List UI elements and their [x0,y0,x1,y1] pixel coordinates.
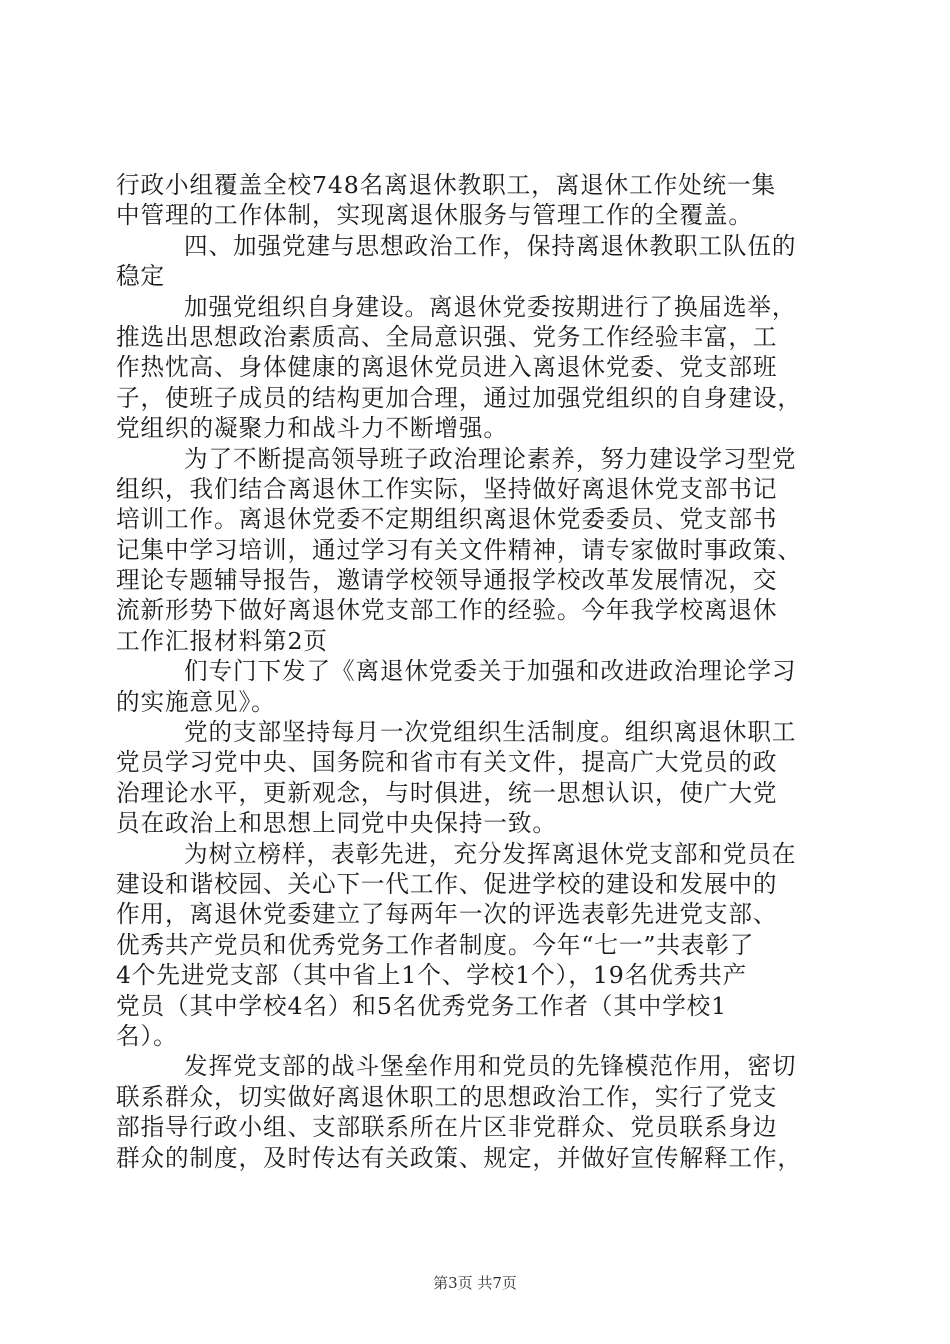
text-line: 工作汇报材料第2页 [116,626,328,655]
text-line: 党员（其中学校4名）和5名优秀党务工作者（其中学校1 [116,991,728,1020]
text-line: 培训工作。离退休党委不定期组织离退休党委委员、党支部书 [116,505,778,534]
text-line: 的实施意见》。 [116,687,276,716]
text-line: 组织，我们结合离退休工作实际，坚持做好离退休党支部书记 [116,474,778,503]
text-line: 为树立榜样，表彰先进，充分发挥离退休党支部和党员在 [184,839,797,868]
text-line: 推选出思想政治素质高、全局意识强、党务工作经验丰富，工 [116,322,778,351]
text-line: 党的支部坚持每月一次党组织生活制度。组织离退休职工 [184,718,797,747]
text-line: 作热忱高、身体健康的离退休党员进入离退休党委、党支部班 [116,353,778,382]
text-line: 行政小组覆盖全校748名离退休教职工，离退休工作处统一集 [116,171,777,199]
page-footer: 第3页 共7页 [433,1274,517,1292]
text-line: 联系群众，切实做好离退休职工的思想政治工作，实行了党支 [116,1082,778,1111]
text-line: 为了不断提高领导班子政治理论素养，努力建设学习型党 [184,444,797,473]
text-line: 建设和谐校园、关心下一代工作、促进学校的建设和发展中的 [116,869,778,898]
text-line: 名）。 [116,1021,178,1050]
text-line: 子，使班子成员的结构更加合理，通过加强党组织的自身建设， [116,383,802,412]
text-line: 党员学习党中央、国务院和省市有关文件，提高广大党员的政 [116,748,778,777]
text-line: 群众的制度，及时传达有关政策、规定，并做好宣传解释工作， [116,1143,802,1172]
text-line: 四、加强党建与思想政治工作，保持离退休教职工队伍的 [184,231,797,260]
text-line: 流新形势下做好离退休党支部工作的经验。今年我学校离退休 [116,596,778,625]
text-line: 治理论水平，更新观念，与时俱进，统一思想认识，使广大党 [116,778,778,807]
text-line: 们专门下发了《离退休党委关于加强和改进政治理论学习 [184,657,797,686]
text-line: 党组织的凝聚力和战斗力不断增强。 [116,414,508,443]
text-line: 优秀共产党员和优秀党务工作者制度。今年“七一”共表彰了 [116,930,755,959]
text-line: 加强党组织自身建设。离退休党委按期进行了换届选举， [184,292,797,321]
text-line: 记集中学习培训，通过学习有关文件精神，请专家做时事政策、 [116,535,802,564]
text-line: 中管理的工作体制，实现离退休服务与管理工作的全覆盖。 [116,201,753,230]
text-line: 4个先进党支部（其中省上1个、学校1个），19名优秀共产 [116,961,748,990]
text-line: 发挥党支部的战斗堡垒作用和党员的先锋模范作用，密切 [184,1052,797,1081]
body-text [116,170,836,1173]
text-line: 稳定 [116,262,165,291]
text-line: 理论专题辅导报告，邀请学校领导通报学校改革发展情况，交 [116,566,778,595]
text-line: 员在政治上和思想上同党中央保持一致。 [116,809,557,838]
text-line: 作用，离退休党委建立了每两年一次的评选表彰先进党支部、 [116,900,778,929]
text-line: 部指导行政小组、支部联系所在片区非党群众、党员联系身边 [116,1113,778,1142]
